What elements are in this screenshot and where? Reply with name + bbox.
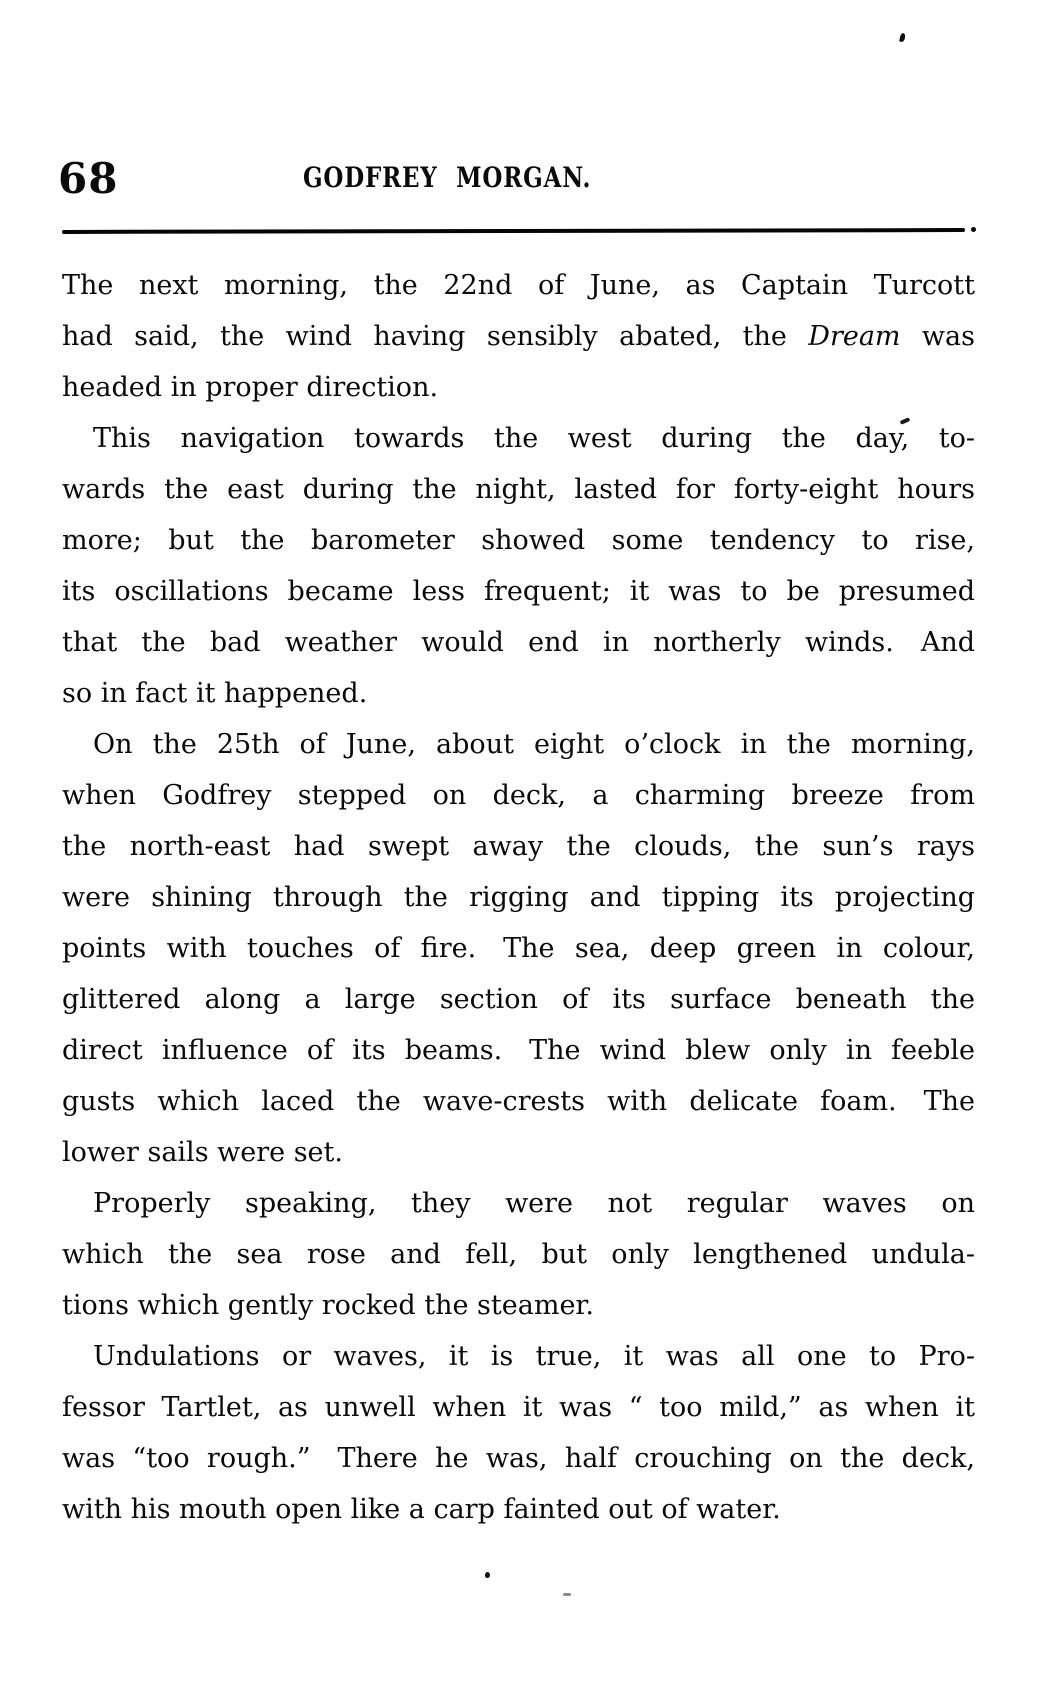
page-number: 68 [58, 154, 119, 203]
text-line: wards the east during the night, lasted for forty-eight hours [62, 474, 975, 505]
text-line: gusts which laced the wave-crests with delicate foam. The [62, 1086, 975, 1117]
text-line: were shining through the rigging and tipping its projecting [62, 882, 975, 913]
header-rule [62, 228, 965, 234]
text-line: tions which gently rocked the steamer. [62, 1290, 594, 1321]
text-line: The next morning, the 22nd of June, as Captain Turcott [62, 270, 975, 301]
ink-speck [485, 1572, 490, 1578]
ink-speck [563, 1593, 571, 1596]
running-title: GODFREY MORGAN. [303, 161, 592, 194]
text-line: headed in proper direction. [62, 372, 439, 403]
text-line: the north-east had swept away the clouds, the sun’s rays [62, 831, 975, 862]
text-line: its oscillations became less frequent; it was to be presumed [62, 576, 975, 607]
text-line: more; but the barometer showed some tendency to rise, [62, 525, 975, 556]
text-line: On the 25th of June, about eight o’clock in the morning, [93, 729, 975, 760]
text-line: was “too rough.” There he was, half crouching on the deck, [62, 1443, 975, 1474]
text-line: with his mouth open like a carp fainted out of water. [62, 1494, 781, 1525]
text-line: direct influence of its beams. The wind blew only in feeble [62, 1035, 975, 1066]
text-line: when Godfrey stepped on deck, a charming breeze from [62, 780, 975, 811]
text-line: had said, the wind having sensibly abated, the Dream was [62, 321, 975, 352]
text-line: points with touches of fire. The sea, deep green in colour, [62, 933, 975, 964]
text-line: lower sails were set. [62, 1137, 343, 1168]
text-line: This navigation towards the west during the day, to- [93, 423, 975, 454]
text-line: which the sea rose and fell, but only lengthened undula- [62, 1239, 975, 1270]
text-line: fessor Tartlet, as unwell when it was “ too mild,” as when it [62, 1392, 975, 1423]
text-line: that the bad weather would end in northerly winds. And [62, 627, 975, 658]
ink-speck [971, 227, 976, 232]
text-line: glittered along a large section of its surface beneath the [62, 984, 975, 1015]
text-line: so in fact it happened. [62, 678, 368, 709]
body-text [62, 260, 975, 1535]
text-line: Properly speaking, they were not regular waves on [93, 1188, 975, 1219]
text-line: Undulations or waves, it is true, it was all one to Pro- [93, 1341, 975, 1372]
ink-speck [899, 33, 906, 43]
